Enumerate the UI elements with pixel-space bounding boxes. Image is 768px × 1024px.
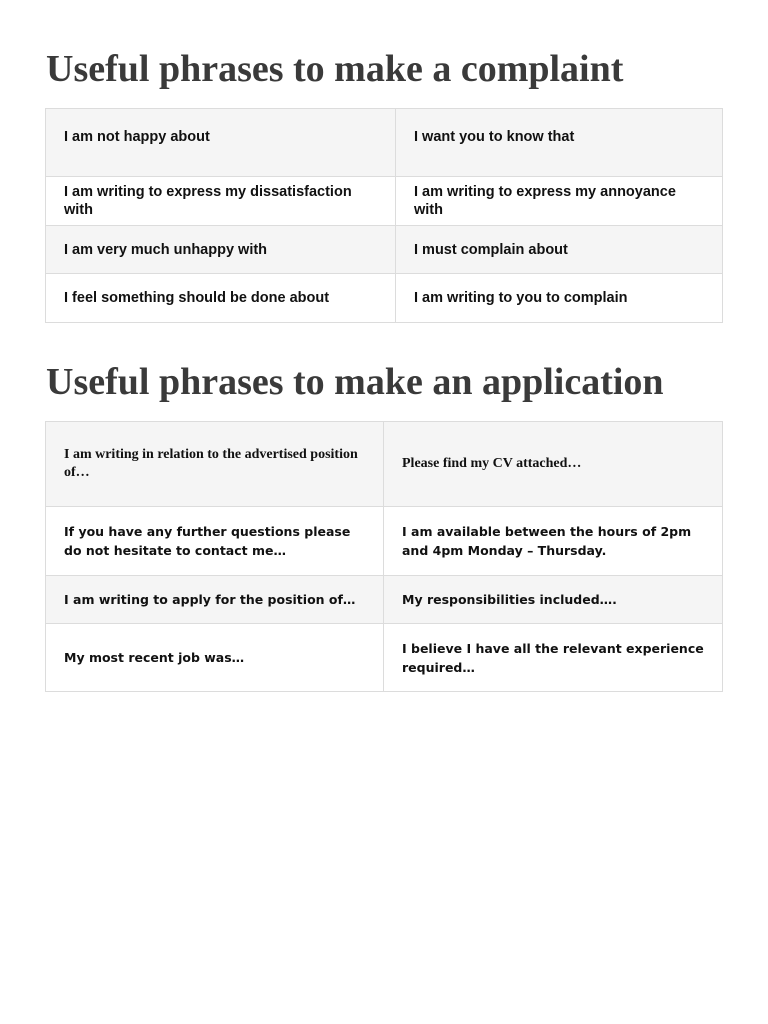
table-row xyxy=(46,226,723,274)
table-cell: I must complain about xyxy=(396,226,723,274)
application-phrases-table xyxy=(45,421,723,692)
table-cell: My responsibilities included…. xyxy=(384,576,723,624)
table-row xyxy=(46,109,723,177)
table-row xyxy=(46,422,723,507)
table-cell: If you have any further questions please do not hesitate to contact me… xyxy=(46,507,384,576)
table-cell: Please find my CV attached… xyxy=(384,422,723,507)
table-cell: I am not happy about xyxy=(46,109,396,177)
table-row xyxy=(46,507,723,576)
table-row xyxy=(46,274,723,323)
table-cell: I am writing to express my dissatisfaction with xyxy=(46,177,396,226)
table-cell: My most recent job was… xyxy=(46,624,384,692)
table-cell: I feel something should be done about xyxy=(46,274,396,323)
table-cell: I am available between the hours of 2pm and 4pm Monday – Thursday. xyxy=(384,507,723,576)
table-cell: I am writing to you to complain xyxy=(396,274,723,323)
table-cell: I am writing in relation to the advertised position of… xyxy=(46,422,384,507)
table-cell: I am writing to apply for the position of… xyxy=(46,576,384,624)
table-row xyxy=(46,576,723,624)
complaint-phrases-table xyxy=(45,108,723,323)
table-row xyxy=(46,177,723,226)
table-cell: I want you to know that xyxy=(396,109,723,177)
table-row xyxy=(46,624,723,692)
table-cell: I am very much unhappy with xyxy=(46,226,396,274)
complaint-heading: Useful phrases to make a complaint xyxy=(46,48,624,90)
application-heading: Useful phrases to make an application xyxy=(46,361,664,403)
table-cell: I am writing to express my annoyance with xyxy=(396,177,723,226)
table-cell: I believe I have all the relevant experience required… xyxy=(384,624,723,692)
